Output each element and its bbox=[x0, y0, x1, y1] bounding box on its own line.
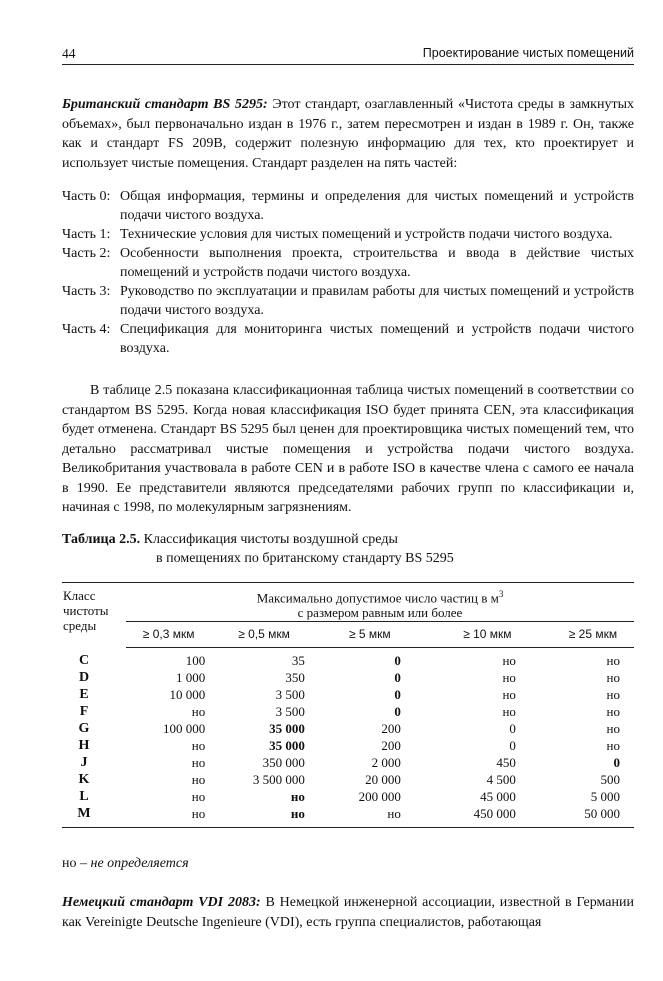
table-cell: 1 000 bbox=[176, 670, 206, 686]
paragraph-text: В таблице 2.5 показана классификационная таблица чистых помещений в соответствии со стандартом BS 5295. Когда новая классификация ISO будет принята CEN, эта классификация будет отменена. Стандарт BS 5295 был ценен для проектировщика чистых помещений тем, что детально рассматривал чистые помещения и устройства подачи чистого воздуха. Великобритания участвовала в работе CEN и в работе ISO в качестве члена с самого ее начала в 1990. Ее представители являются председателями рабочих групп по классификации и, начиная с 1998, по молекулярным загрязнениям. bbox=[62, 383, 634, 515]
class-cell: J bbox=[80, 755, 88, 771]
table-cell: но bbox=[606, 687, 620, 703]
class-cell: H bbox=[78, 738, 90, 754]
max-header-line1: Максимально допустимое число частиц в м bbox=[256, 590, 499, 606]
list-item bbox=[62, 320, 634, 358]
intro-paragraph bbox=[62, 95, 634, 173]
table-row bbox=[62, 669, 634, 686]
part-text: Спецификация для мониторинга чистых помещений и устройств подачи чистого воздуха. bbox=[120, 322, 634, 356]
table-cell: 0 bbox=[613, 755, 620, 771]
class-cell: C bbox=[78, 653, 90, 669]
table-cell: но bbox=[606, 653, 620, 669]
bs5295-heading: Британский стандарт BS 5295: bbox=[62, 97, 268, 112]
class-cell: K bbox=[78, 772, 90, 788]
table-cell: 200 bbox=[381, 738, 401, 754]
part-label: Часть 3: bbox=[62, 284, 111, 299]
column-header: ≥ 10 мкм bbox=[423, 622, 552, 648]
table-cell: но bbox=[191, 704, 206, 720]
table-cell: но bbox=[191, 755, 206, 771]
table-cell: 10 000 bbox=[169, 687, 206, 703]
table-cell: 50 000 bbox=[552, 805, 634, 828]
max-header-line2: с размером равным или более bbox=[297, 605, 463, 621]
table-cell: 0 bbox=[394, 704, 401, 720]
note-text: не определяется bbox=[90, 856, 189, 871]
table-row bbox=[62, 648, 634, 670]
class-cell: G bbox=[78, 721, 90, 737]
table-cell: 450 bbox=[496, 755, 516, 771]
table-row bbox=[62, 788, 634, 805]
table-cell: 45 000 bbox=[480, 789, 516, 805]
table-cell: 2 000 bbox=[371, 755, 401, 771]
table-cell: 0 bbox=[394, 653, 401, 669]
table-cell: 35 000 bbox=[269, 721, 305, 737]
table-cell: 0 bbox=[394, 670, 401, 686]
table-cell: 100 bbox=[185, 653, 206, 669]
classification-table bbox=[62, 582, 634, 828]
column-header: ≥ 5 мкм bbox=[317, 622, 423, 648]
table-cell: 3 500 bbox=[275, 704, 305, 720]
part-text: Общая информация, термины и определения для чистых помещений и устройств подачи чистого воздуха. bbox=[120, 189, 634, 223]
table-cell: 0 bbox=[509, 721, 516, 737]
table-cell: 350 bbox=[285, 670, 305, 686]
class-cell: D bbox=[78, 670, 90, 686]
list-item bbox=[62, 244, 634, 282]
table-cell: 0 bbox=[394, 687, 401, 703]
running-title: Проектирование чистых помещений bbox=[422, 46, 634, 60]
vdi-paragraph bbox=[62, 893, 634, 932]
table-cell: 0 bbox=[509, 738, 516, 754]
table-cell: но bbox=[502, 704, 516, 720]
part-text: Технические условия для чистых помещений и устройств подачи чистого воздуха. bbox=[120, 227, 613, 242]
list-item bbox=[62, 187, 634, 225]
table-cell: 5 000 bbox=[590, 789, 620, 805]
table-cell: но bbox=[191, 738, 206, 754]
table-row bbox=[62, 805, 634, 828]
table-cell: но bbox=[317, 805, 423, 828]
table-body bbox=[62, 648, 634, 828]
column-header: ≥ 25 мкм bbox=[552, 622, 634, 648]
table-cell: 20 000 bbox=[365, 772, 401, 788]
table-cell: 4 500 bbox=[486, 772, 516, 788]
table-cell: 35 bbox=[291, 653, 305, 669]
table-cell: но bbox=[606, 738, 620, 754]
table-row bbox=[62, 737, 634, 754]
table-cell: но bbox=[211, 805, 317, 828]
table-caption-line2: в помещениях по британскому стандарту BS 5295 bbox=[156, 551, 454, 566]
class-column-header: Класс чистоты среды bbox=[62, 583, 126, 648]
class-cell: E bbox=[79, 687, 89, 703]
table-caption-label: Таблица 2.5. bbox=[62, 532, 141, 547]
table-cell: 450 000 bbox=[423, 805, 552, 828]
table-cell: но bbox=[502, 687, 516, 703]
max-header-sup: 3 bbox=[498, 589, 504, 599]
part-text: Руководство по эксплуатации и правилам работы для чистых помещений и устройств подачи чистого воздуха. bbox=[120, 284, 634, 318]
table-cell: 500 bbox=[600, 772, 620, 788]
part-label: Часть 0: bbox=[62, 189, 111, 204]
table-cell: но bbox=[502, 653, 516, 669]
table-cell: 3 500 bbox=[275, 687, 305, 703]
table-row bbox=[62, 686, 634, 703]
table-cell: но bbox=[502, 670, 516, 686]
table-row bbox=[62, 754, 634, 771]
max-particles-header bbox=[126, 583, 634, 622]
list-item bbox=[62, 282, 634, 320]
vdi-text: В Немецкой инженерной ассоциации, известной в Германии как Vereinigte Deutsche Ingenieure (VDI), есть группа специалистов, работающая bbox=[62, 895, 634, 930]
table-row bbox=[62, 720, 634, 737]
vdi-heading: Немецкий стандарт VDI 2083: bbox=[62, 895, 261, 910]
column-header: ≥ 0,5 мкм bbox=[211, 622, 317, 648]
table-cell: но bbox=[290, 789, 305, 805]
table-intro-paragraph bbox=[62, 381, 634, 518]
part-label: Часть 2: bbox=[62, 246, 111, 261]
class-cell: F bbox=[79, 704, 89, 720]
part-label: Часть 1: bbox=[62, 227, 111, 242]
table-cell: но bbox=[191, 789, 206, 805]
table-caption bbox=[62, 530, 454, 568]
page-number: 44 bbox=[62, 46, 76, 61]
table-cell: но bbox=[606, 721, 620, 737]
table-note bbox=[62, 856, 189, 872]
table-cell: 350 000 bbox=[262, 755, 305, 771]
part-text: Особенности выполнения проекта, строительства и ввода в действие чистых помещений и устройств подачи чистого воздуха. bbox=[120, 246, 634, 280]
table-cell: 35 000 bbox=[269, 738, 305, 754]
table-cell: но bbox=[606, 704, 620, 720]
table-cell: но bbox=[606, 670, 620, 686]
parts-list bbox=[62, 187, 634, 358]
table-row bbox=[62, 771, 634, 788]
table-cell: 3 500 000 bbox=[252, 772, 305, 788]
intro-text: Этот стандарт, озаглавленный «Чистота среды в замкнутых объемах», был первоначально издан в 1976 г., затем пересмотрен и издан в 1989 г. Он, также как и стандарт FS 209B, содержит полезную информацию для тех, кто проектирует и использует чистые помещения. Стандарт разделен на пять частей: bbox=[62, 97, 634, 171]
table-cell: 200 bbox=[381, 721, 401, 737]
table-cell: но bbox=[191, 772, 206, 788]
table-row bbox=[62, 703, 634, 720]
class-cell: L bbox=[79, 789, 89, 805]
column-header: ≥ 0,3 мкм bbox=[126, 622, 211, 648]
table-cell: 100 000 bbox=[163, 721, 206, 737]
table-caption-line1: Классификация чистоты воздушной среды bbox=[140, 532, 398, 547]
page-header bbox=[62, 46, 634, 65]
note-prefix: но – bbox=[62, 856, 91, 871]
part-label: Часть 4: bbox=[62, 322, 111, 337]
class-cell: M bbox=[62, 805, 126, 828]
list-item bbox=[62, 225, 634, 244]
table-cell: 200 000 bbox=[358, 789, 401, 805]
table-cell: но bbox=[126, 805, 211, 828]
